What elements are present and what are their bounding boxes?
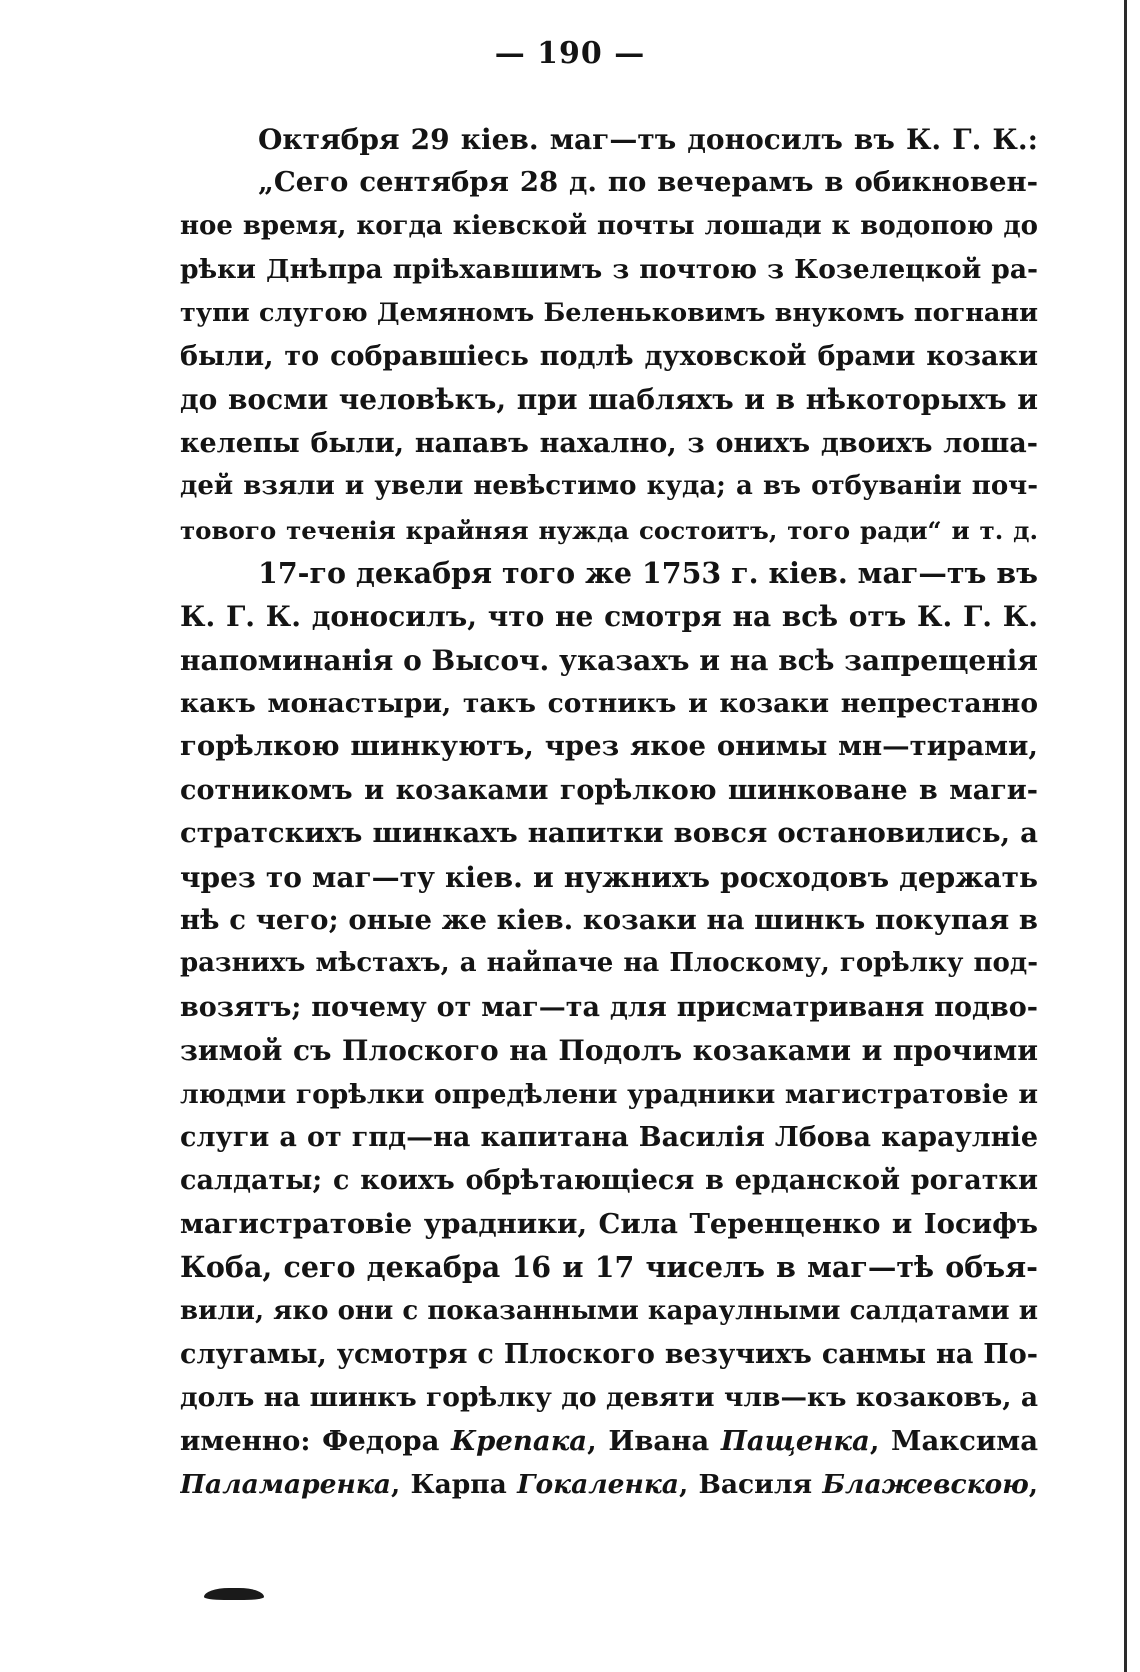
text-line: людми горѣлки опредѣлени урадники магистратовіе и — [180, 1078, 1038, 1110]
text-line: до восми человѣкъ, при шабляхъ и в нѣкоторыхъ и — [180, 383, 1038, 417]
text-line: горѣлкою шинкуютъ, чрез якое онимы мн—тирами, — [180, 730, 1038, 763]
text-line: долъ на шинкъ горѣлку до девяти члв—къ козаковъ, а — [180, 1382, 1038, 1414]
page-edge-line — [1124, 0, 1127, 1672]
text-line: возятъ; почему от маг—та для присматриваня подво- — [180, 991, 1038, 1023]
text-line-with-names — [180, 1463, 1038, 1506]
text-line: тового теченія крайняя нужда состоитъ, того ради“ и т. д. — [180, 515, 1038, 545]
person-surname: Крепака — [451, 1424, 588, 1457]
text-line: Октября 29 кіев. маг—тъ доносилъ въ К. Г. К.: — [258, 123, 1038, 156]
person-surname: Блажевскою — [822, 1469, 1029, 1501]
ink-smudge-mark — [204, 1588, 264, 1600]
text-line: чрез то маг—ту кіев. и нужнихъ росходовъ держать — [180, 860, 1038, 894]
text-segment: именно: Федора — [180, 1424, 452, 1457]
text-line: магистратовіе урадники, Сила Теренценко и Іосифъ — [180, 1207, 1038, 1240]
person-surname: Гокаленка — [517, 1469, 679, 1501]
text-line: разнихъ мѣстахъ, а найпаче на Плоскому, горѣлку под- — [180, 948, 1038, 979]
page-number: — 190 — — [494, 36, 646, 71]
text-segment: , Василя — [678, 1469, 823, 1501]
text-line: зимой съ Плоского на Подолъ козаками и прочими — [180, 1034, 1038, 1068]
text-line: стратскихъ шинкахъ напитки вовся остановились, а — [180, 817, 1038, 850]
text-line: сотникомъ и козаками горѣлкою шинковане в маги- — [180, 774, 1038, 806]
text-line: 17-го декабря того же 1753 г. кіев. маг—тъ въ — [258, 555, 1038, 590]
text-line: „Сего сентября 28 д. по вечерамъ в обикновен- — [258, 166, 1038, 199]
text-line: вили, яко они с показанными караулными салдатами и — [180, 1295, 1038, 1326]
person-surname: Пащенка — [720, 1424, 870, 1457]
text-segment: , — [1028, 1469, 1038, 1501]
text-line: слуги а от гпд—на капитана Василія Лбова караулніе — [180, 1121, 1038, 1153]
text-segment: , Максима — [869, 1424, 1038, 1457]
text-line: дей взяли и увели невѣстимо куда; а въ отбуваніи поч- — [180, 471, 1038, 502]
text-line: рѣки Днѣпра пріѣхавшимъ з почтою з Козелецкой ра- — [180, 254, 1038, 286]
text-line: тупи слугою Демяномъ Беленьковимъ внукомъ погнани — [180, 297, 1038, 328]
text-segment: , Ивана — [587, 1424, 721, 1457]
text-line: келепы были, напавъ нахално, з онихъ двоихъ лоша- — [180, 427, 1038, 459]
text-line: нѣ с чего; оные же кіев. козаки на шинкъ покупая в — [180, 904, 1038, 937]
body-text — [180, 118, 1038, 1507]
text-segment: , Карпа — [390, 1469, 518, 1501]
text-line: напоминанія о Высоч. указахъ и на всѣ запрещенія — [180, 643, 1038, 677]
person-surname: Паламаренка — [180, 1469, 391, 1501]
text-line: Коба, сего декабра 16 и 17 чиселъ в маг—тѣ объя- — [180, 1250, 1038, 1285]
text-line: К. Г. К. доносилъ, что не смотря на всѣ отъ К. Г. К. — [180, 600, 1038, 634]
text-line: слугамы, усмотря с Плоского везучихъ санмы на По- — [180, 1338, 1038, 1370]
text-line: были, то собравшіесь подлѣ духовской брами козаки — [180, 340, 1038, 372]
text-line: какъ монастыри, такъ сотникъ и козаки непрестанно — [180, 688, 1038, 720]
text-line: ное время, когда кіевской почты лошади к водопою до — [180, 210, 1038, 241]
text-line: салдаты; с коихъ обрѣтающіеся в ерданской рогатки — [180, 1165, 1038, 1197]
text-line-with-names — [180, 1420, 1038, 1463]
